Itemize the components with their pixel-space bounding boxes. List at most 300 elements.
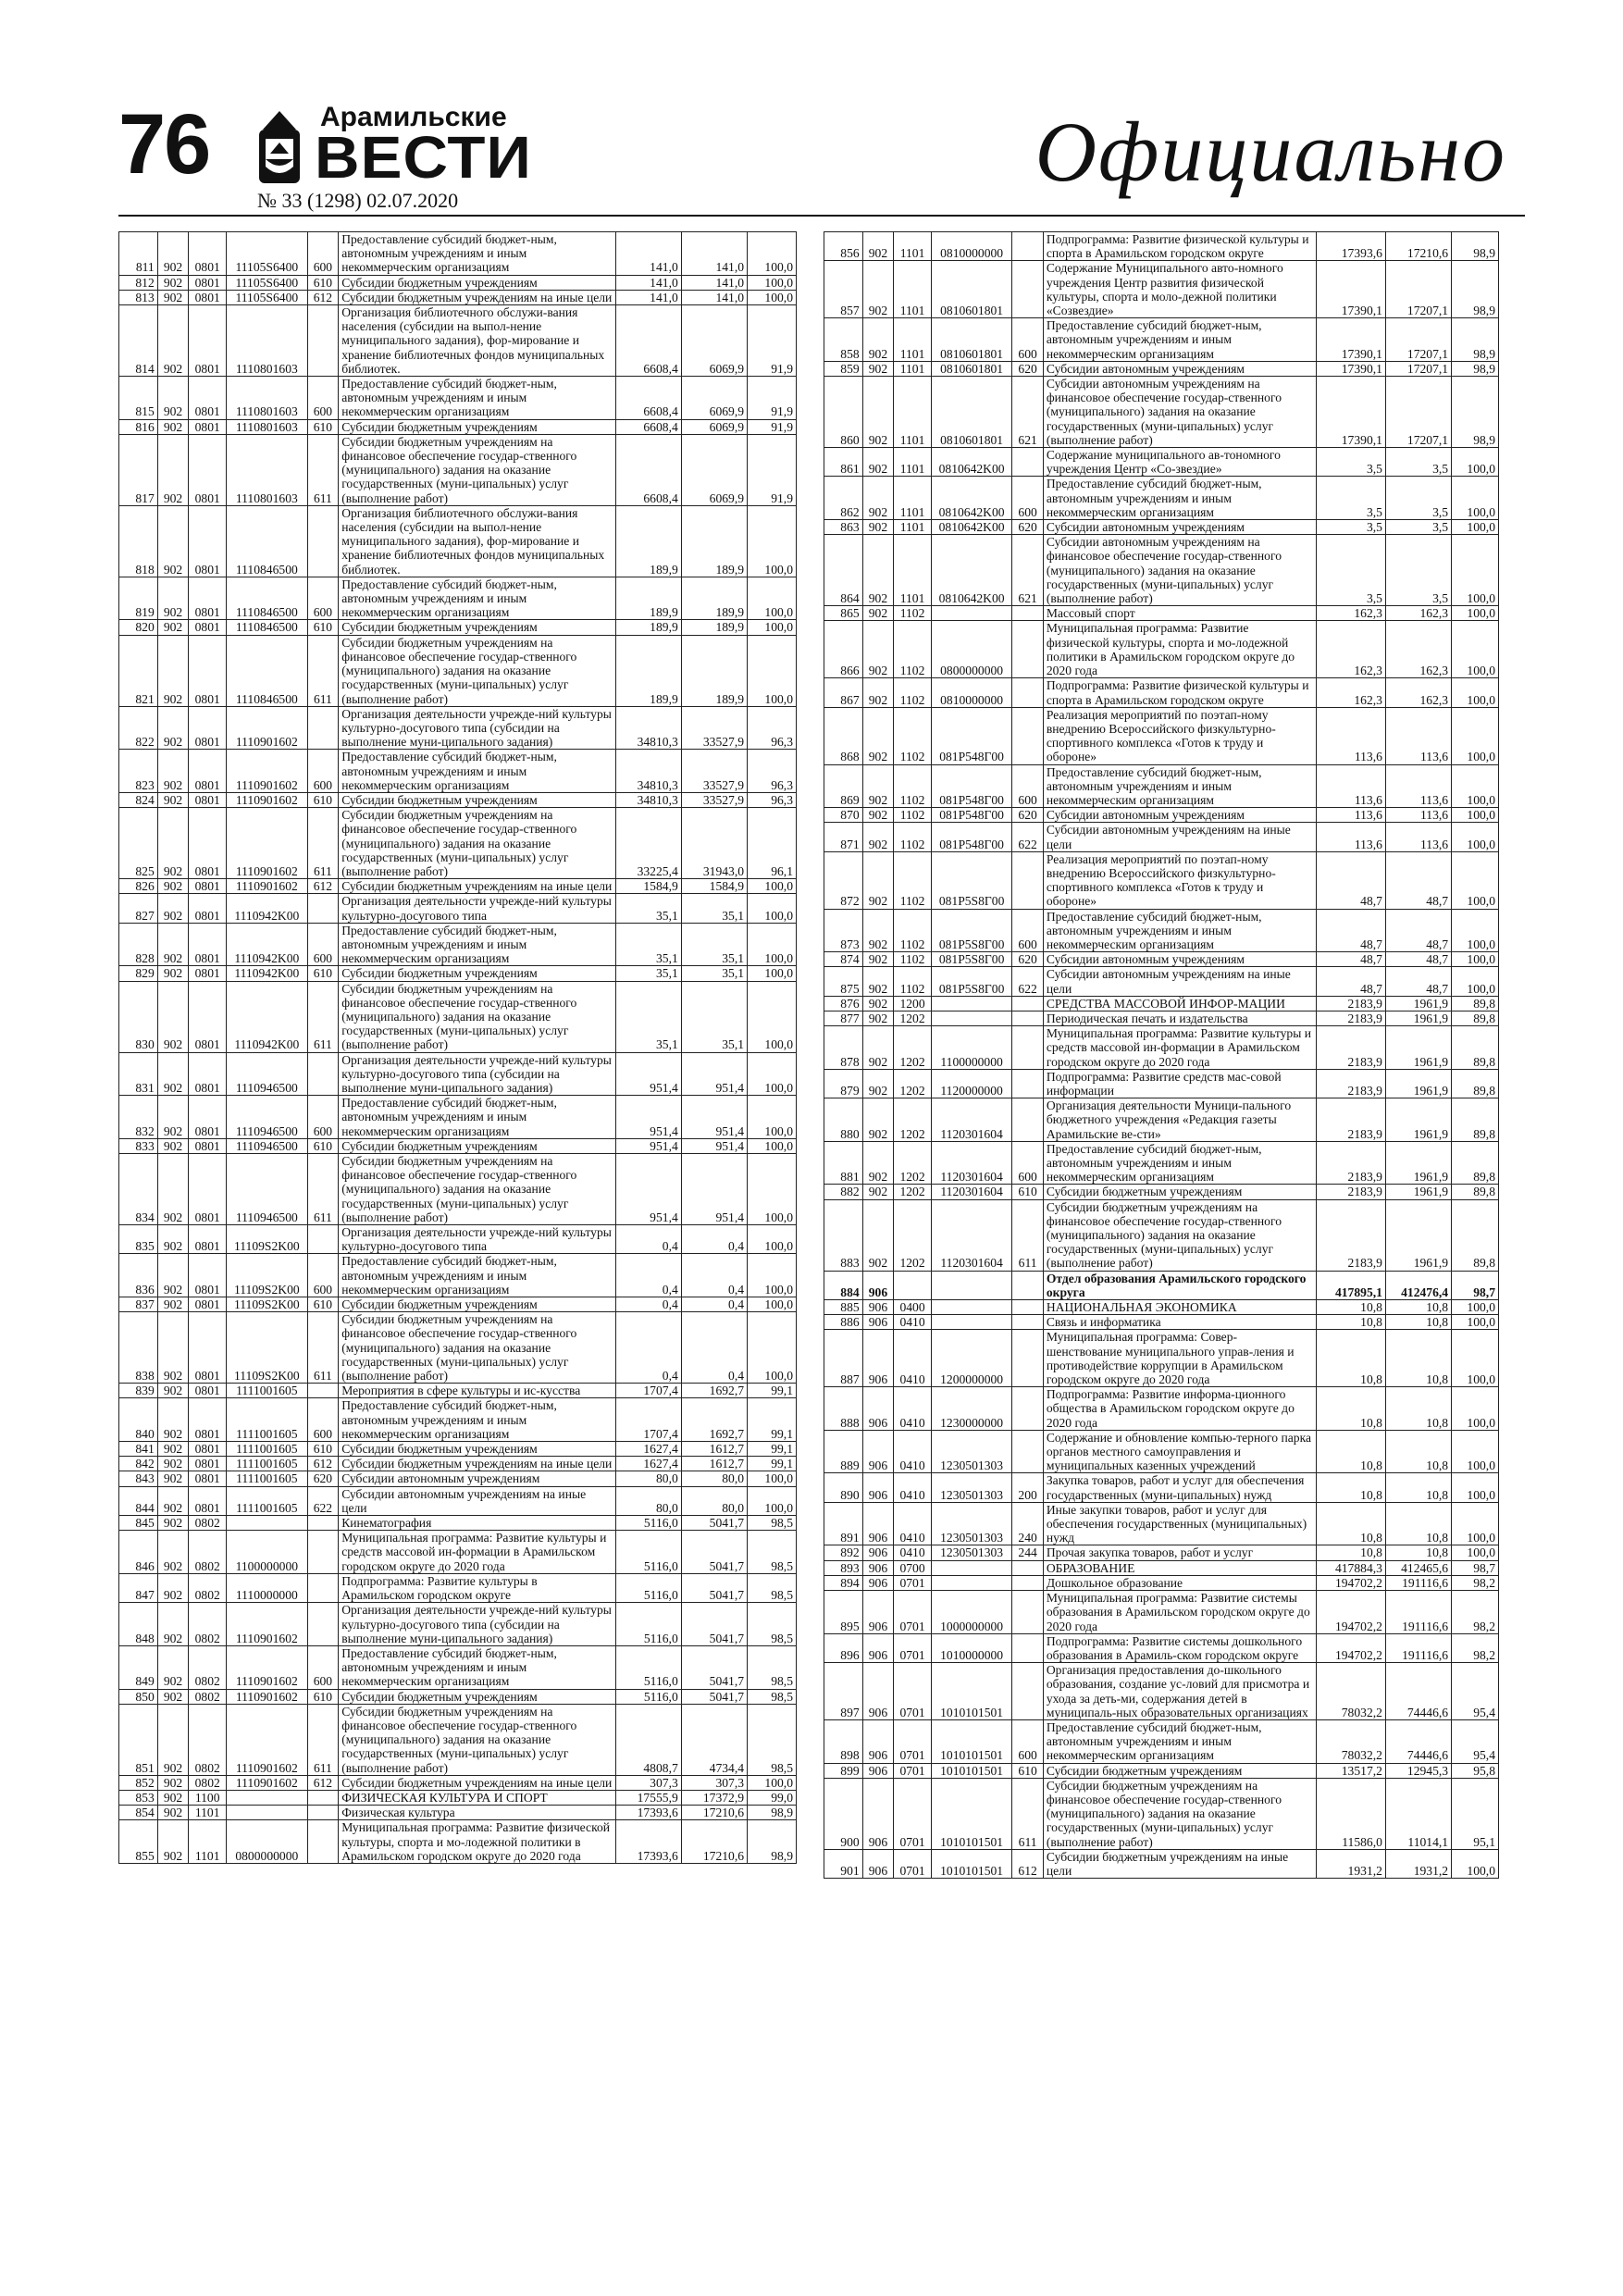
planned-amount: 417884,3 — [1316, 1560, 1385, 1575]
execution-percent: 100,0 — [748, 1096, 797, 1139]
executed-amount: 951,4 — [681, 1096, 747, 1139]
executed-amount: 162,3 — [1385, 606, 1451, 621]
expense-type — [307, 1790, 339, 1805]
section-code: 1101 — [189, 1806, 227, 1820]
table-row — [119, 923, 797, 966]
row-description: Предоставление субсидий бюджет-ным, автономным учреждениям и иным некоммерческим организациям — [339, 577, 615, 620]
ministry-code: 902 — [862, 361, 894, 376]
target-code: 0810000000 — [931, 678, 1011, 707]
expense-type: 610 — [307, 1442, 339, 1457]
section-code: 1102 — [894, 764, 932, 808]
executed-amount: 3,5 — [1385, 477, 1451, 520]
row-description: Субсидии бюджетным учреждениям на финансовое обеспечение государ-ственного (муниципального) задания на оказание государственных (муни-ципальных) услуг (выполнение работ) — [339, 1312, 615, 1384]
expense-type — [1012, 232, 1044, 261]
planned-amount: 3,5 — [1316, 535, 1385, 606]
section-code: 0801 — [189, 1384, 227, 1398]
planned-amount: 2183,9 — [1316, 1098, 1385, 1142]
table-row — [119, 1645, 797, 1689]
expense-type: 610 — [307, 792, 339, 807]
section-code: 1100 — [189, 1790, 227, 1805]
executed-amount: 48,7 — [1385, 952, 1451, 967]
row-number: 900 — [824, 1778, 863, 1849]
executed-amount: 5041,7 — [681, 1573, 747, 1602]
row-description: Периодическая печать и издательства — [1043, 1011, 1316, 1025]
ministry-code: 902 — [862, 535, 894, 606]
section-code: 0802 — [189, 1531, 227, 1574]
planned-amount: 194702,2 — [1316, 1633, 1385, 1662]
planned-amount: 10,8 — [1316, 1300, 1385, 1315]
section-title: Официально — [1035, 105, 1506, 199]
row-number: 820 — [119, 620, 158, 635]
expense-type — [1012, 261, 1044, 318]
ministry-code: 902 — [157, 635, 189, 706]
target-code: 1200000000 — [931, 1330, 1011, 1387]
section-code: 0700 — [894, 1560, 932, 1575]
row-number: 876 — [824, 996, 863, 1011]
executed-amount: 1961,9 — [1385, 1011, 1451, 1025]
row-description: Субсидии бюджетным учреждениям на иные цели — [339, 879, 615, 894]
section-code: 1102 — [894, 678, 932, 707]
execution-percent: 98,5 — [748, 1573, 797, 1602]
ministry-code: 902 — [157, 1384, 189, 1398]
target-code: 0810642K00 — [931, 535, 1011, 606]
row-description: Содержание Муниципального авто-номного учреждения Центр развития физической культуры, спорта и моло-дежной политики «Созвездие» — [1043, 261, 1316, 318]
execution-percent: 100,0 — [1452, 823, 1499, 851]
ministry-code: 902 — [157, 275, 189, 290]
executed-amount: 1961,9 — [1385, 1141, 1451, 1185]
executed-amount: 1961,9 — [1385, 1199, 1451, 1271]
target-code — [931, 1560, 1011, 1575]
row-description: Подпрограмма: Развитие физической культуры и спорта в Арамильском городском округе — [1043, 232, 1316, 261]
ministry-code: 902 — [157, 505, 189, 577]
target-code: 1110901602 — [227, 1603, 308, 1646]
row-number: 899 — [824, 1763, 863, 1778]
planned-amount: 6608,4 — [615, 305, 681, 377]
table-row — [824, 361, 1499, 376]
executed-amount: 17207,1 — [1385, 261, 1451, 318]
table-row — [119, 1806, 797, 1820]
row-description: НАЦИОНАЛЬНАЯ ЭКОНОМИКА — [1043, 1300, 1316, 1315]
ministry-code: 902 — [862, 606, 894, 621]
row-description: Организация деятельности учрежде-ний культуры культурно-досугового типа (субсидии на выполнение муни-ципального задания) — [339, 706, 615, 750]
expense-type: 611 — [307, 635, 339, 706]
target-code: 1120301604 — [931, 1199, 1011, 1271]
execution-percent: 98,2 — [1452, 1575, 1499, 1590]
table-row — [119, 505, 797, 577]
target-code: 11109S2K00 — [227, 1297, 308, 1312]
target-code: 1110901602 — [227, 750, 308, 793]
ministry-code: 906 — [862, 1300, 894, 1315]
execution-percent: 98,9 — [748, 1806, 797, 1820]
execution-percent: 100,0 — [748, 635, 797, 706]
row-number: 834 — [119, 1154, 158, 1225]
table-row — [119, 750, 797, 793]
expense-type: 600 — [1012, 764, 1044, 808]
row-number: 813 — [119, 290, 158, 304]
expense-type: 600 — [307, 377, 339, 420]
section-code: 1102 — [894, 909, 932, 952]
expense-type — [1012, 1633, 1044, 1662]
row-number: 880 — [824, 1098, 863, 1142]
planned-amount: 189,9 — [615, 620, 681, 635]
planned-amount: 5116,0 — [615, 1516, 681, 1531]
row-number: 898 — [824, 1719, 863, 1763]
target-code: 1111001605 — [227, 1384, 308, 1398]
row-description: Предоставление субсидий бюджет-ным, автономным учреждениям и иным некоммерческим организациям — [339, 923, 615, 966]
row-description: Организация деятельности учрежде-ний культуры культурно-досугового типа (субсидии на выполнение муни-ципального задания) — [339, 1603, 615, 1646]
row-description: Субсидии автономным учреждениям на иные цели — [1043, 823, 1316, 851]
table-row — [824, 1560, 1499, 1575]
row-number: 853 — [119, 1790, 158, 1805]
planned-amount: 34810,3 — [615, 792, 681, 807]
table-row — [824, 1300, 1499, 1315]
row-description: Субсидии бюджетным учреждениям на иные цели — [339, 290, 615, 304]
planned-amount: 951,4 — [615, 1052, 681, 1096]
planned-amount: 951,4 — [615, 1138, 681, 1153]
table-row — [119, 1486, 797, 1515]
row-number: 847 — [119, 1573, 158, 1602]
executed-amount: 189,9 — [681, 635, 747, 706]
ministry-code: 902 — [157, 1225, 189, 1254]
execution-percent: 100,0 — [748, 275, 797, 290]
execution-percent: 89,8 — [1452, 1026, 1499, 1070]
brand-title: ВЕСТИ — [315, 124, 532, 191]
planned-amount: 35,1 — [615, 966, 681, 981]
planned-amount: 10,8 — [1316, 1545, 1385, 1560]
planned-amount: 33225,4 — [615, 808, 681, 879]
row-description: Муниципальная программа: Развитие физической культуры, спорта и мо-лодежной политики в Арамильском городском округе до 2020 года — [339, 1820, 615, 1864]
section-code: 1101 — [894, 361, 932, 376]
row-description: Предоставление субсидий бюджет-ным, автономным учреждениям и иным некоммерческим организациям — [1043, 318, 1316, 362]
execution-percent: 98,5 — [748, 1689, 797, 1704]
executed-amount: 412476,4 — [1385, 1271, 1451, 1299]
planned-amount: 113,6 — [1316, 808, 1385, 823]
section-code: 0801 — [189, 1052, 227, 1096]
target-code — [931, 606, 1011, 621]
row-number: 889 — [824, 1430, 863, 1473]
ministry-code: 906 — [862, 1560, 894, 1575]
expense-type — [307, 1516, 339, 1531]
row-number: 878 — [824, 1026, 863, 1070]
planned-amount: 34810,3 — [615, 750, 681, 793]
target-code: 1110901602 — [227, 1775, 308, 1790]
execution-percent: 100,0 — [748, 290, 797, 304]
row-description: Субсидии автономным учреждениям — [1043, 520, 1316, 535]
expense-type — [1012, 1098, 1044, 1142]
row-number: 901 — [824, 1849, 863, 1878]
row-description: Субсидии автономным учреждениям на иные цели — [1043, 967, 1316, 996]
planned-amount: 5116,0 — [615, 1573, 681, 1602]
executed-amount: 1612,7 — [681, 1457, 747, 1471]
row-number: 835 — [119, 1225, 158, 1254]
budget-table-left — [118, 231, 797, 1864]
section-code: 1102 — [894, 967, 932, 996]
row-description: ОБРАЗОВАНИЕ — [1043, 1560, 1316, 1575]
section-code: 0801 — [189, 1312, 227, 1384]
target-code: 1110901602 — [227, 1704, 308, 1775]
execution-percent: 89,8 — [1452, 1069, 1499, 1098]
row-number: 868 — [824, 707, 863, 764]
ministry-code: 902 — [157, 232, 189, 276]
planned-amount: 194702,2 — [1316, 1575, 1385, 1590]
executed-amount: 951,4 — [681, 1138, 747, 1153]
ministry-code: 902 — [157, 1312, 189, 1384]
table-row — [824, 823, 1499, 851]
planned-amount: 5116,0 — [615, 1531, 681, 1574]
target-code: 1110901602 — [227, 879, 308, 894]
row-description: Субсидии бюджетным учреждениям — [339, 620, 615, 635]
ministry-code: 902 — [157, 1689, 189, 1704]
row-number: 843 — [119, 1471, 158, 1486]
execution-percent: 100,0 — [1452, 606, 1499, 621]
expense-type: 610 — [307, 966, 339, 981]
section-code: 0801 — [189, 577, 227, 620]
row-description: Подпрограмма: Развитие физической культуры и спорта в Арамильском городском округе — [1043, 678, 1316, 707]
section-code: 0701 — [894, 1591, 932, 1634]
section-code: 0801 — [189, 750, 227, 793]
target-code: 0810642K00 — [931, 448, 1011, 477]
target-code: 1111001605 — [227, 1442, 308, 1457]
ministry-code: 902 — [862, 952, 894, 967]
table-row — [119, 1689, 797, 1704]
planned-amount: 1627,4 — [615, 1442, 681, 1457]
row-number: 831 — [119, 1052, 158, 1096]
row-description: Субсидии бюджетным учреждениям на финансовое обеспечение государ-ственного (муниципального) задания на оказание государственных (муни-ципальных) услуг (выполнение работ) — [1043, 1778, 1316, 1849]
planned-amount: 48,7 — [1316, 967, 1385, 996]
section-code: 0801 — [189, 305, 227, 377]
executed-amount: 5041,7 — [681, 1516, 747, 1531]
section-code: 0410 — [894, 1502, 932, 1545]
row-description: Субсидии бюджетным учреждениям — [339, 792, 615, 807]
row-number: 892 — [824, 1545, 863, 1560]
execution-percent: 95,8 — [1452, 1763, 1499, 1778]
execution-percent: 99,1 — [748, 1398, 797, 1442]
row-number: 869 — [824, 764, 863, 808]
expense-type: 611 — [307, 1704, 339, 1775]
ministry-code: 902 — [862, 377, 894, 448]
row-description: Субсидии бюджетным учреждениям на иные цели — [339, 1775, 615, 1790]
executed-amount: 1692,7 — [681, 1398, 747, 1442]
table-row — [824, 1011, 1499, 1025]
planned-amount: 0,4 — [615, 1254, 681, 1297]
planned-amount: 17390,1 — [1316, 377, 1385, 448]
table-row — [824, 1185, 1499, 1199]
executed-amount: 189,9 — [681, 577, 747, 620]
row-description: Субсидии бюджетным учреждениям на иные цели — [1043, 1849, 1316, 1878]
target-code — [931, 1300, 1011, 1315]
row-description: Предоставление субсидий бюджет-ным, автономным учреждениям и иным некоммерческим организациям — [1043, 909, 1316, 952]
table-row — [824, 1473, 1499, 1502]
row-description: Предоставление субсидий бюджет-ным, автономным учреждениям и иным некоммерческим организациям — [339, 750, 615, 793]
execution-percent: 96,1 — [748, 808, 797, 879]
row-description: Субсидии автономным учреждениям на иные цели — [339, 1486, 615, 1515]
planned-amount: 2183,9 — [1316, 1011, 1385, 1025]
executed-amount: 3,5 — [1385, 448, 1451, 477]
row-description: Физическая культура — [339, 1806, 615, 1820]
row-description: Субсидии бюджетным учреждениям — [339, 1442, 615, 1457]
target-code — [227, 1806, 308, 1820]
planned-amount: 5116,0 — [615, 1645, 681, 1689]
execution-percent: 100,0 — [1452, 764, 1499, 808]
table-row — [824, 1330, 1499, 1387]
ministry-code: 906 — [862, 1778, 894, 1849]
expense-type: 611 — [307, 808, 339, 879]
expense-type — [307, 1573, 339, 1602]
section-code: 0802 — [189, 1704, 227, 1775]
ministry-code: 902 — [157, 1457, 189, 1471]
executed-amount: 5041,7 — [681, 1689, 747, 1704]
planned-amount: 10,8 — [1316, 1330, 1385, 1387]
row-description: Подпрограмма: Развитие системы дошкольного образования в Арамиль-ском городском округе — [1043, 1633, 1316, 1662]
executed-amount: 74446,6 — [1385, 1663, 1451, 1720]
table-row — [119, 1457, 797, 1471]
row-description: ФИЗИЧЕСКАЯ КУЛЬТУРА И СПОРТ — [339, 1790, 615, 1805]
planned-amount: 3,5 — [1316, 477, 1385, 520]
expense-type: 611 — [307, 981, 339, 1052]
target-code — [931, 1271, 1011, 1299]
executed-amount: 10,8 — [1385, 1300, 1451, 1315]
ministry-code: 902 — [157, 1254, 189, 1297]
row-number: 826 — [119, 879, 158, 894]
row-description: Подпрограмма: Развитие информа-ционного общества в Арамильском городском округе до 2020 года — [1043, 1387, 1316, 1431]
execution-percent: 100,0 — [748, 879, 797, 894]
section-code: 0801 — [189, 1471, 227, 1486]
expense-type — [307, 1384, 339, 1398]
expense-type — [307, 1806, 339, 1820]
table-row — [119, 1820, 797, 1864]
executed-amount: 48,7 — [1385, 851, 1451, 909]
section-code: 1101 — [189, 1820, 227, 1864]
planned-amount: 194702,2 — [1316, 1591, 1385, 1634]
ministry-code: 902 — [862, 996, 894, 1011]
ministry-code: 902 — [157, 1398, 189, 1442]
table-row — [119, 894, 797, 923]
ministry-code: 906 — [862, 1591, 894, 1634]
section-code: 0801 — [189, 1254, 227, 1297]
row-number: 872 — [824, 851, 863, 909]
row-description: Субсидии автономным учреждениям — [339, 1471, 615, 1486]
planned-amount: 113,6 — [1316, 707, 1385, 764]
target-code: 0810642K00 — [931, 477, 1011, 520]
target-code: 1230501303 — [931, 1473, 1011, 1502]
section-code: 0801 — [189, 1225, 227, 1254]
executed-amount: 6069,9 — [681, 419, 747, 434]
row-description: Субсидии бюджетным учреждениям — [339, 966, 615, 981]
planned-amount: 78032,2 — [1316, 1663, 1385, 1720]
executed-amount: 1961,9 — [1385, 1185, 1451, 1199]
execution-percent: 100,0 — [1452, 909, 1499, 952]
execution-percent: 98,9 — [748, 1820, 797, 1864]
planned-amount: 3,5 — [1316, 448, 1385, 477]
ministry-code: 902 — [862, 851, 894, 909]
row-number: 881 — [824, 1141, 863, 1185]
expense-type: 611 — [307, 434, 339, 505]
row-number: 830 — [119, 981, 158, 1052]
row-number: 860 — [824, 377, 863, 448]
section-code: 1101 — [894, 318, 932, 362]
table-row — [824, 448, 1499, 477]
section-code: 0802 — [189, 1645, 227, 1689]
ministry-code: 902 — [157, 1645, 189, 1689]
target-code: 1110901602 — [227, 808, 308, 879]
page-number: 76 — [118, 97, 210, 192]
target-code — [931, 1315, 1011, 1330]
planned-amount: 1931,2 — [1316, 1849, 1385, 1878]
ministry-code: 906 — [862, 1387, 894, 1431]
executed-amount: 191116,6 — [1385, 1633, 1451, 1662]
executed-amount: 113,6 — [1385, 764, 1451, 808]
table-row — [119, 620, 797, 635]
expense-type — [1012, 996, 1044, 1011]
row-description: Субсидии бюджетным учреждениям на финансовое обеспечение государ-ственного (муниципального) задания на оказание государственных (муни-ципальных) услуг (выполнение работ) — [339, 1154, 615, 1225]
row-description: Предоставление субсидий бюджет-ным, автономным учреждениям и иным некоммерческим организациям — [339, 232, 615, 276]
target-code: 1230000000 — [931, 1387, 1011, 1431]
section-code: 1202 — [894, 1199, 932, 1271]
expense-type: 600 — [1012, 909, 1044, 952]
row-description: Организация библиотечного обслужи-вания населения (субсидии на выпол-нение муниципального задания), фор-мирование и хранение библиотечных фондов муниципальных библиотек. — [339, 305, 615, 377]
section-code: 0801 — [189, 1154, 227, 1225]
expense-type — [1012, 1591, 1044, 1634]
planned-amount: 6608,4 — [615, 377, 681, 420]
planned-amount: 10,8 — [1316, 1502, 1385, 1545]
row-description: Предоставление субсидий бюджет-ным, автономным учреждениям и иным некоммерческим организациям — [1043, 764, 1316, 808]
row-description: Субсидии бюджетным учреждениям на иные цели — [339, 1457, 615, 1471]
executed-amount: 412465,6 — [1385, 1560, 1451, 1575]
planned-amount: 3,5 — [1316, 520, 1385, 535]
table-row — [119, 434, 797, 505]
row-number: 875 — [824, 967, 863, 996]
row-number: 866 — [824, 621, 863, 678]
target-code: 1110942K00 — [227, 894, 308, 923]
section-code: 0801 — [189, 377, 227, 420]
planned-amount: 10,8 — [1316, 1473, 1385, 1502]
section-code: 0410 — [894, 1473, 932, 1502]
planned-amount: 0,4 — [615, 1312, 681, 1384]
ministry-code: 902 — [157, 577, 189, 620]
planned-amount: 5116,0 — [615, 1603, 681, 1646]
target-code: 081P548Г00 — [931, 823, 1011, 851]
section-code: 0801 — [189, 1297, 227, 1312]
planned-amount: 5116,0 — [615, 1689, 681, 1704]
executed-amount: 12945,3 — [1385, 1763, 1451, 1778]
target-code: 1230501303 — [931, 1545, 1011, 1560]
executed-amount: 17207,1 — [1385, 361, 1451, 376]
target-code: 1110946500 — [227, 1052, 308, 1096]
planned-amount: 189,9 — [615, 505, 681, 577]
ministry-code: 902 — [157, 434, 189, 505]
ministry-code: 906 — [862, 1502, 894, 1545]
execution-percent: 95,4 — [1452, 1663, 1499, 1720]
executed-amount: 189,9 — [681, 620, 747, 635]
section-code: 0802 — [189, 1516, 227, 1531]
planned-amount: 10,8 — [1316, 1430, 1385, 1473]
expense-type: 611 — [307, 1154, 339, 1225]
execution-percent: 100,0 — [748, 1471, 797, 1486]
row-description: Субсидии бюджетным учреждениям — [339, 1138, 615, 1153]
ministry-code: 902 — [157, 1442, 189, 1457]
table-row — [824, 1271, 1499, 1299]
execution-percent: 100,0 — [1452, 678, 1499, 707]
ministry-code: 906 — [862, 1473, 894, 1502]
ministry-code: 902 — [157, 808, 189, 879]
table-row — [119, 1531, 797, 1574]
ministry-code: 906 — [862, 1633, 894, 1662]
section-code: 1101 — [894, 448, 932, 477]
row-description: Организация деятельности учрежде-ний культуры культурно-досугового типа — [339, 894, 615, 923]
target-code: 081P5S8Г00 — [931, 967, 1011, 996]
executed-amount: 307,3 — [681, 1775, 747, 1790]
section-code: 0701 — [894, 1633, 932, 1662]
